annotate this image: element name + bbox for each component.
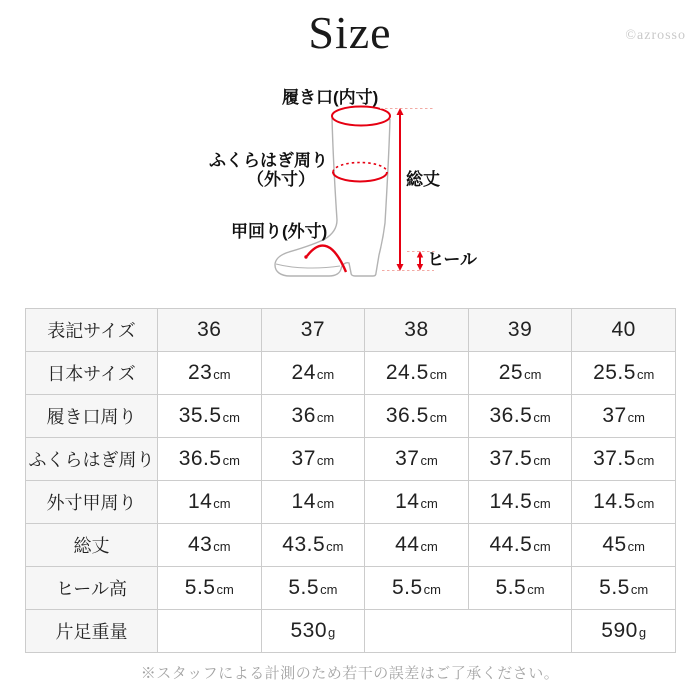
cell-value: 5.5 — [288, 576, 320, 599]
cell-value: 37 — [291, 447, 316, 470]
cell-value: 36.5 — [385, 404, 429, 427]
row-label: 外寸甲周り — [26, 481, 158, 524]
cell-unit: cm — [630, 582, 649, 597]
value-cell — [158, 481, 262, 524]
cell-unit: cm — [420, 539, 438, 554]
value-cell — [158, 352, 262, 395]
value-cell — [261, 395, 365, 438]
cell-value: 14.5 — [489, 490, 533, 513]
row-label: 履き口周り — [26, 395, 158, 438]
cell-value: 37 — [602, 404, 627, 427]
value-cell — [468, 438, 572, 481]
label-heel: ヒール — [427, 250, 477, 269]
cell-unit: cm — [533, 496, 551, 511]
cell-value: 5.5 — [391, 576, 423, 599]
cell-value: 38 — [404, 318, 429, 341]
value-cell — [261, 524, 365, 567]
value-cell — [572, 610, 676, 653]
cell-value: 36.5 — [489, 404, 533, 427]
cell-value: 36 — [197, 318, 222, 341]
size-header-cell — [261, 309, 365, 352]
cell-value: 25 — [498, 361, 524, 384]
table-row — [26, 567, 676, 610]
table-row — [26, 309, 676, 352]
cell-unit: cm — [213, 496, 231, 511]
value-cell — [365, 438, 469, 481]
value-cell — [158, 438, 262, 481]
value-cell — [365, 352, 469, 395]
value-cell — [158, 610, 262, 653]
table-row — [26, 438, 676, 481]
cell-value: 5.5 — [495, 576, 527, 599]
value-cell — [572, 524, 676, 567]
row-label: 総丈 — [26, 524, 158, 567]
label-calf-line1: ふくらはぎ周り — [209, 151, 328, 170]
cell-value: 14.5 — [593, 490, 636, 513]
cell-value: 5.5 — [599, 576, 630, 599]
value-cell — [572, 481, 676, 524]
size-header-cell — [365, 309, 469, 352]
cell-value: 37 — [300, 318, 326, 341]
value-cell — [572, 438, 676, 481]
cell-value: 590 — [601, 619, 638, 642]
table-row — [26, 524, 676, 567]
value-cell — [261, 352, 365, 395]
size-header-cell — [468, 309, 572, 352]
value-cell — [468, 567, 572, 610]
cell-value: 24 — [291, 361, 316, 384]
cell-unit: cm — [420, 453, 438, 468]
cell-value: 14 — [395, 490, 420, 513]
cell-unit: cm — [222, 410, 240, 425]
cell-unit: cm — [423, 582, 441, 597]
cell-unit: cm — [429, 410, 448, 425]
value-cell — [365, 567, 469, 610]
value-cell — [572, 567, 676, 610]
cell-unit: cm — [216, 582, 234, 597]
size-table — [25, 308, 676, 653]
cell-value: 35.5 — [178, 404, 222, 427]
cell-value: 45 — [602, 533, 627, 556]
value-cell — [261, 481, 365, 524]
value-cell — [365, 395, 469, 438]
value-cell — [365, 481, 469, 524]
cell-unit: cm — [316, 453, 335, 468]
cell-unit: cm — [326, 539, 344, 554]
row-label: ふくらはぎ周り — [26, 438, 158, 481]
value-cell — [572, 352, 676, 395]
opening-measure-ellipse — [332, 107, 390, 126]
table-row — [26, 481, 676, 524]
table-row — [26, 352, 676, 395]
size-table-body — [26, 309, 676, 653]
cell-value: 24.5 — [385, 361, 429, 384]
cell-value: 36 — [291, 404, 316, 427]
label-calf-line2: （外寸） — [247, 170, 315, 189]
table-row — [26, 395, 676, 438]
cell-value: 37 — [395, 447, 420, 470]
size-header-cell — [572, 309, 676, 352]
cell-value: 43 — [187, 533, 213, 556]
value-cell — [468, 481, 572, 524]
cell-value: 36.5 — [178, 447, 222, 470]
value-cell — [158, 524, 262, 567]
cell-unit: cm — [429, 367, 448, 382]
value-cell — [468, 524, 572, 567]
cell-value: 25.5 — [593, 361, 636, 384]
value-cell — [261, 438, 365, 481]
cell-unit: cm — [533, 539, 551, 554]
cell-unit: cm — [636, 367, 655, 382]
value-cell — [261, 567, 365, 610]
cell-unit: cm — [420, 496, 438, 511]
cell-value: 40 — [611, 318, 636, 341]
cell-value: 39 — [507, 318, 533, 341]
cell-unit: cm — [636, 496, 655, 511]
value-cell — [572, 395, 676, 438]
boot-outline-drawing — [275, 118, 390, 276]
value-cell — [468, 352, 572, 395]
row-label: ヒール高 — [26, 567, 158, 610]
size-header-cell — [158, 309, 262, 352]
value-cell — [365, 524, 469, 567]
label-opening: 履き口(内寸) — [282, 88, 379, 107]
cell-unit: g — [638, 625, 647, 640]
page-title: Size — [308, 7, 392, 58]
cell-value: 43.5 — [282, 533, 326, 556]
cell-value: 23 — [187, 361, 213, 384]
cell-unit: cm — [533, 453, 551, 468]
cell-unit: g — [328, 625, 336, 640]
total-height-measure-line — [380, 108, 434, 271]
row-label: 表記サイズ — [26, 309, 158, 352]
cell-unit: cm — [524, 367, 542, 382]
value-cell — [468, 395, 572, 438]
cell-unit: cm — [316, 496, 335, 511]
cell-unit: cm — [320, 582, 338, 597]
cell-value: 37.5 — [489, 447, 533, 470]
table-row — [26, 610, 676, 653]
cell-unit: cm — [213, 367, 231, 382]
cell-unit: cm — [527, 582, 545, 597]
cell-unit: cm — [627, 539, 646, 554]
row-label: 日本サイズ — [26, 352, 158, 395]
brand-watermark: ©azrosso — [625, 28, 686, 43]
cell-value: 44 — [395, 533, 420, 556]
row-label: 片足重量 — [26, 610, 158, 653]
value-cell — [365, 610, 572, 653]
value-cell — [158, 395, 262, 438]
cell-value: 44.5 — [489, 533, 533, 556]
cell-unit: cm — [316, 367, 335, 382]
label-total-height: 総丈 — [406, 170, 440, 189]
cell-unit: cm — [222, 453, 240, 468]
cell-unit: cm — [316, 410, 335, 425]
value-cell — [261, 610, 365, 653]
value-cell — [158, 567, 262, 610]
cell-value: 37.5 — [593, 447, 636, 470]
label-calf — [208, 151, 328, 189]
cell-unit: cm — [213, 539, 231, 554]
cell-unit: cm — [627, 410, 646, 425]
cell-unit: cm — [636, 453, 655, 468]
cell-unit: cm — [533, 410, 551, 425]
calf-measure-ellipse — [333, 163, 387, 182]
measurement-disclaimer: ※スタッフによる計測のため若干の誤差はご了承ください。 — [140, 665, 560, 682]
cell-value: 14 — [291, 490, 316, 513]
cell-value: 14 — [187, 490, 213, 513]
cell-value: 5.5 — [184, 576, 216, 599]
cell-value: 530 — [290, 619, 328, 642]
label-instep: 甲回り(外寸) — [231, 222, 328, 241]
